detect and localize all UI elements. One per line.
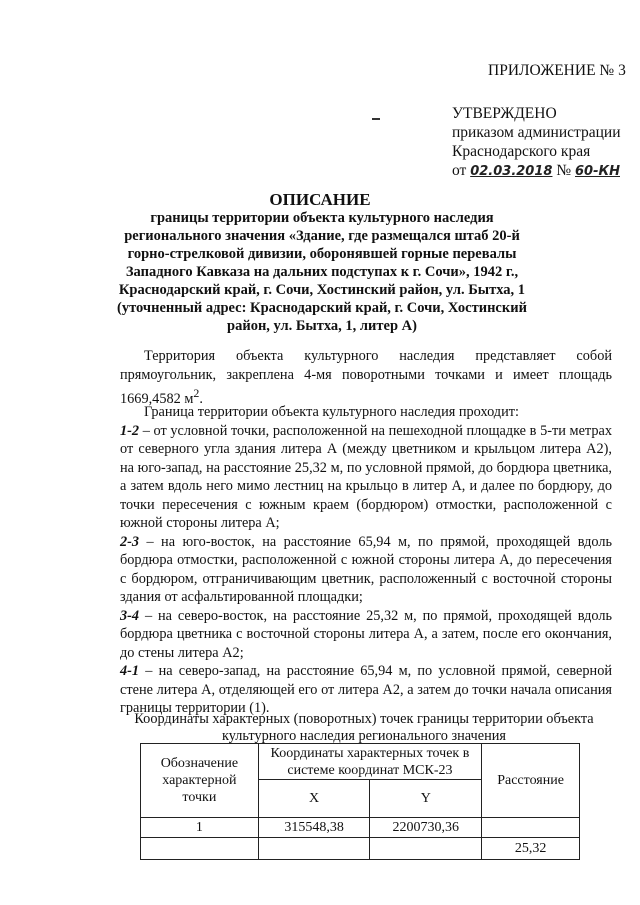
- approval-line-2: Краснодарского края: [452, 143, 591, 160]
- from-label: от: [452, 162, 467, 179]
- intro-text: Территория объекта культурного наследия представляет собой прямоугольник, закреплена 4-мя поворотными точками и имеет площадь 1669,4582 м: [120, 348, 612, 407]
- intro-end: .: [199, 390, 203, 407]
- header-x: X: [258, 780, 370, 818]
- intro-superscript: 2: [193, 386, 200, 400]
- coordinates-table: [140, 743, 580, 860]
- segment-label: 1-2: [120, 422, 140, 439]
- cell-x: [258, 838, 370, 860]
- boundary-item: [120, 607, 612, 663]
- number-label: №: [556, 162, 572, 179]
- approved-label: УТВЕРЖДЕНО: [452, 105, 557, 122]
- handwritten-number: 60-КН: [575, 164, 620, 179]
- header-coordinates: Координаты характерных точек в системе координат МСК-23: [258, 744, 481, 780]
- segment-text: – на северо-запад, на расстояние 65,94 м, по условной прямой, северной стене литера А, отделяющей его от литера А2, а затем до точки начала описания границы территории (1).: [120, 663, 612, 716]
- segment-text: – на северо-восток, на расстояние 25,32 м, по прямой, проходящей вдоль бордюра цветника с восточной стороны литера А, а затем, после его окончания, до стены литера А2;: [120, 607, 612, 661]
- cell-x: 315548,38: [258, 818, 370, 838]
- cell-point: 1: [141, 818, 259, 838]
- approval-block: [452, 104, 621, 181]
- header-point: Обозначение характерной точки: [141, 744, 259, 818]
- boundary-item: [120, 662, 612, 718]
- segment-text: – на юго-восток, на расстояние 65,94 м, по прямой, проходящей вдоль бордюра отмостки, расположенной с южной стороны литера А, до пересечения с бордюром, отграничивающим цветник, расположенный с восточной стороны здания от асфальтированной площадки;: [120, 533, 612, 605]
- header-y: Y: [370, 780, 482, 818]
- intro-paragraph: [120, 347, 612, 408]
- segment-label: 2-3: [120, 533, 140, 550]
- approval-line-1: приказом администрации: [452, 124, 621, 141]
- segment-label: 3-4: [120, 607, 140, 624]
- boundary-item: [120, 422, 612, 533]
- handwritten-date: 02.03.2018: [470, 164, 553, 179]
- cell-y: [370, 838, 482, 860]
- stray-mark: [372, 118, 380, 120]
- table-caption: Координаты характерных (поворотных) точек границы территории объекта культурного наследия регионального значения: [134, 711, 594, 744]
- cell-y: 2200730,36: [370, 818, 482, 838]
- boundary-lead: Граница территории объекта культурного наследия проходит:: [144, 404, 519, 420]
- table-row: [141, 838, 580, 860]
- cell-point: [141, 838, 259, 860]
- approval-date-line: [452, 161, 621, 181]
- segment-text: – от условной точки, расположенной на пешеходной площадке в 5-ти метрах от северного угла здания литера А (между цветником и крыльцом литера А2), на юго-запад, на расстояние 25,32 м, по условной прямой, до бордюра цветника, а затем вдоль него мимо лестниц на крыльцо в литер А, и далее по бордюру, до точки пересечения с южным краем (бордюром) отмостки, расположенной с южной стороны литера А;: [120, 422, 612, 531]
- appendix-label: ПРИЛОЖЕНИЕ № 3: [488, 62, 626, 79]
- document-heading: ОПИСАНИЕ: [269, 190, 371, 209]
- boundary-description: [120, 403, 612, 718]
- boundary-item: [120, 533, 612, 607]
- table-row: [141, 818, 580, 838]
- segment-label: 4-1: [120, 663, 140, 679]
- document-subtitle: границы территории объекта культурного наследия регионального значения «Здание, где размещался штаб 20-й горно-стрелковой дивизии, оборонявшей горные перевалы Западного Кавказа на дальних подступах к г. Сочи», 1942 г., Краснодарский край, г. Сочи, Хостинский район, ул. Бытха, 1 (уточненный адрес: Краснодарский край, г. Сочи, Хостинский район, ул. Бытха, 1, литер А): [117, 210, 527, 334]
- cell-distance: [482, 818, 580, 838]
- cell-distance: 25,32: [482, 838, 580, 860]
- header-distance: Расстояние: [482, 744, 580, 818]
